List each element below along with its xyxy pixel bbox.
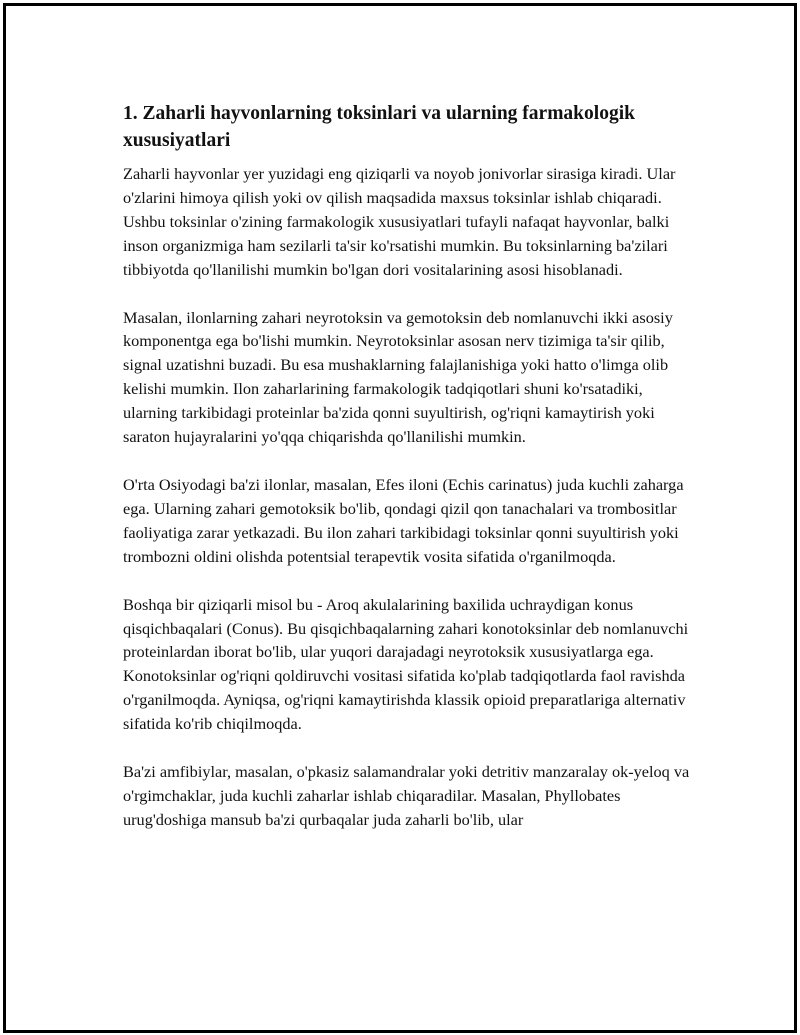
paragraph-snake-venom: Masalan, ilonlarning zahari neyrotoksin va gemotoksin deb nomlanuvchi ikki asosiy komponentga ega bo'lishi mumkin. Neyrotoksinlar asosan nerv tizimiga ta'sir qilib, signal uzatishni buzadi. Bu esa mushaklarning falajlanishiga yoki hatto o'limga olib kelishi mumkin. Ilon zaharlarining farmakologik tadqiqotlari shuni ko'rsatadiki, ularning tarkibidagi proteinlar ba'zida qonni suyultirish, og'riqni kamaytirish yoki saraton hujayralarini yo'qqa chiqarishda qo'llanilishi mumkin.: [123, 307, 673, 447]
paragraph-conus: Boshqa bir qiziqarli misol bu - Aroq akulalarining baxilida uchraydigan konus qisqichbaqalari (Conus). Bu qisqichbaqalarning zahari konotoksinlar deb nomlanuvchi proteinlardan iborat bo'lib, ular yuqori darajadagi neyrotoksik xususiyatlarga ega. Konotoksinlar og'riqni qoldiruvchi vositasi sifatida ko'plab tadqiqotlarda faol ravishda o'rganilmoqda. Ayniqsa, og'riqni kamaytirishda klassik opioid preparatlariga alternativ sifatida ko'rib chiqilmoqda.: [123, 594, 689, 734]
document-body: [123, 100, 695, 856]
paragraph-amphibians: Ba'zi amfibiylar, masalan, o'pkasiz salamandralar yoki detritiv manzaralay ok-yeloq va o'rgimchaklar, juda kuchli zaharlar ishlab chiqaradilar. Masalan, Phyllobates urug'doshiga mansub ba'zi qurbaqalar juda zaharli bo'lib, ular: [123, 762, 690, 829]
section-heading: 1. Zaharli hayvonlarning toksinlari va ularning farmakologik xususiyatlari: [123, 103, 635, 151]
page-frame: [3, 3, 797, 1033]
paragraph-intro: Zaharli hayvonlar yer yuzidagi eng qiziqarli va noyob jonivorlar sirasiga kiradi. Ular o'zlarini himoya qilish yoki ov qilish maqsadida maxsus toksinlar ishlab chiqaradi. Ushbu toksinlar o'zining farmakologik xususiyatlari tufayli nafaqat hayvonlar, balki inson organizmiga ham sezilarli ta'sir ko'rsatishi mumkin. Bu toksinlarning ba'zilari tibbiyotda qo'llanilishi mumkin bo'lgan dori vositalarining asosi hisoblanadi.: [123, 164, 676, 279]
paragraph-central-asia-snakes: O'rta Osiyodagi ba'zi ilonlar, masalan, Efes iloni (Echis carinatus) juda kuchli zaharga ega. Ularning zahari gemotoksik bo'lib, qondagi qizil qon tanachalari va trombositlar faoliyatiga zarar yetkazadi. Bu ilon zahari tarkibidagi toksinlar qonni suyultirish yoki trombozni oldini olishda potentsial terapevtik vosita sifatida o'rganilmoqda.: [123, 474, 684, 566]
